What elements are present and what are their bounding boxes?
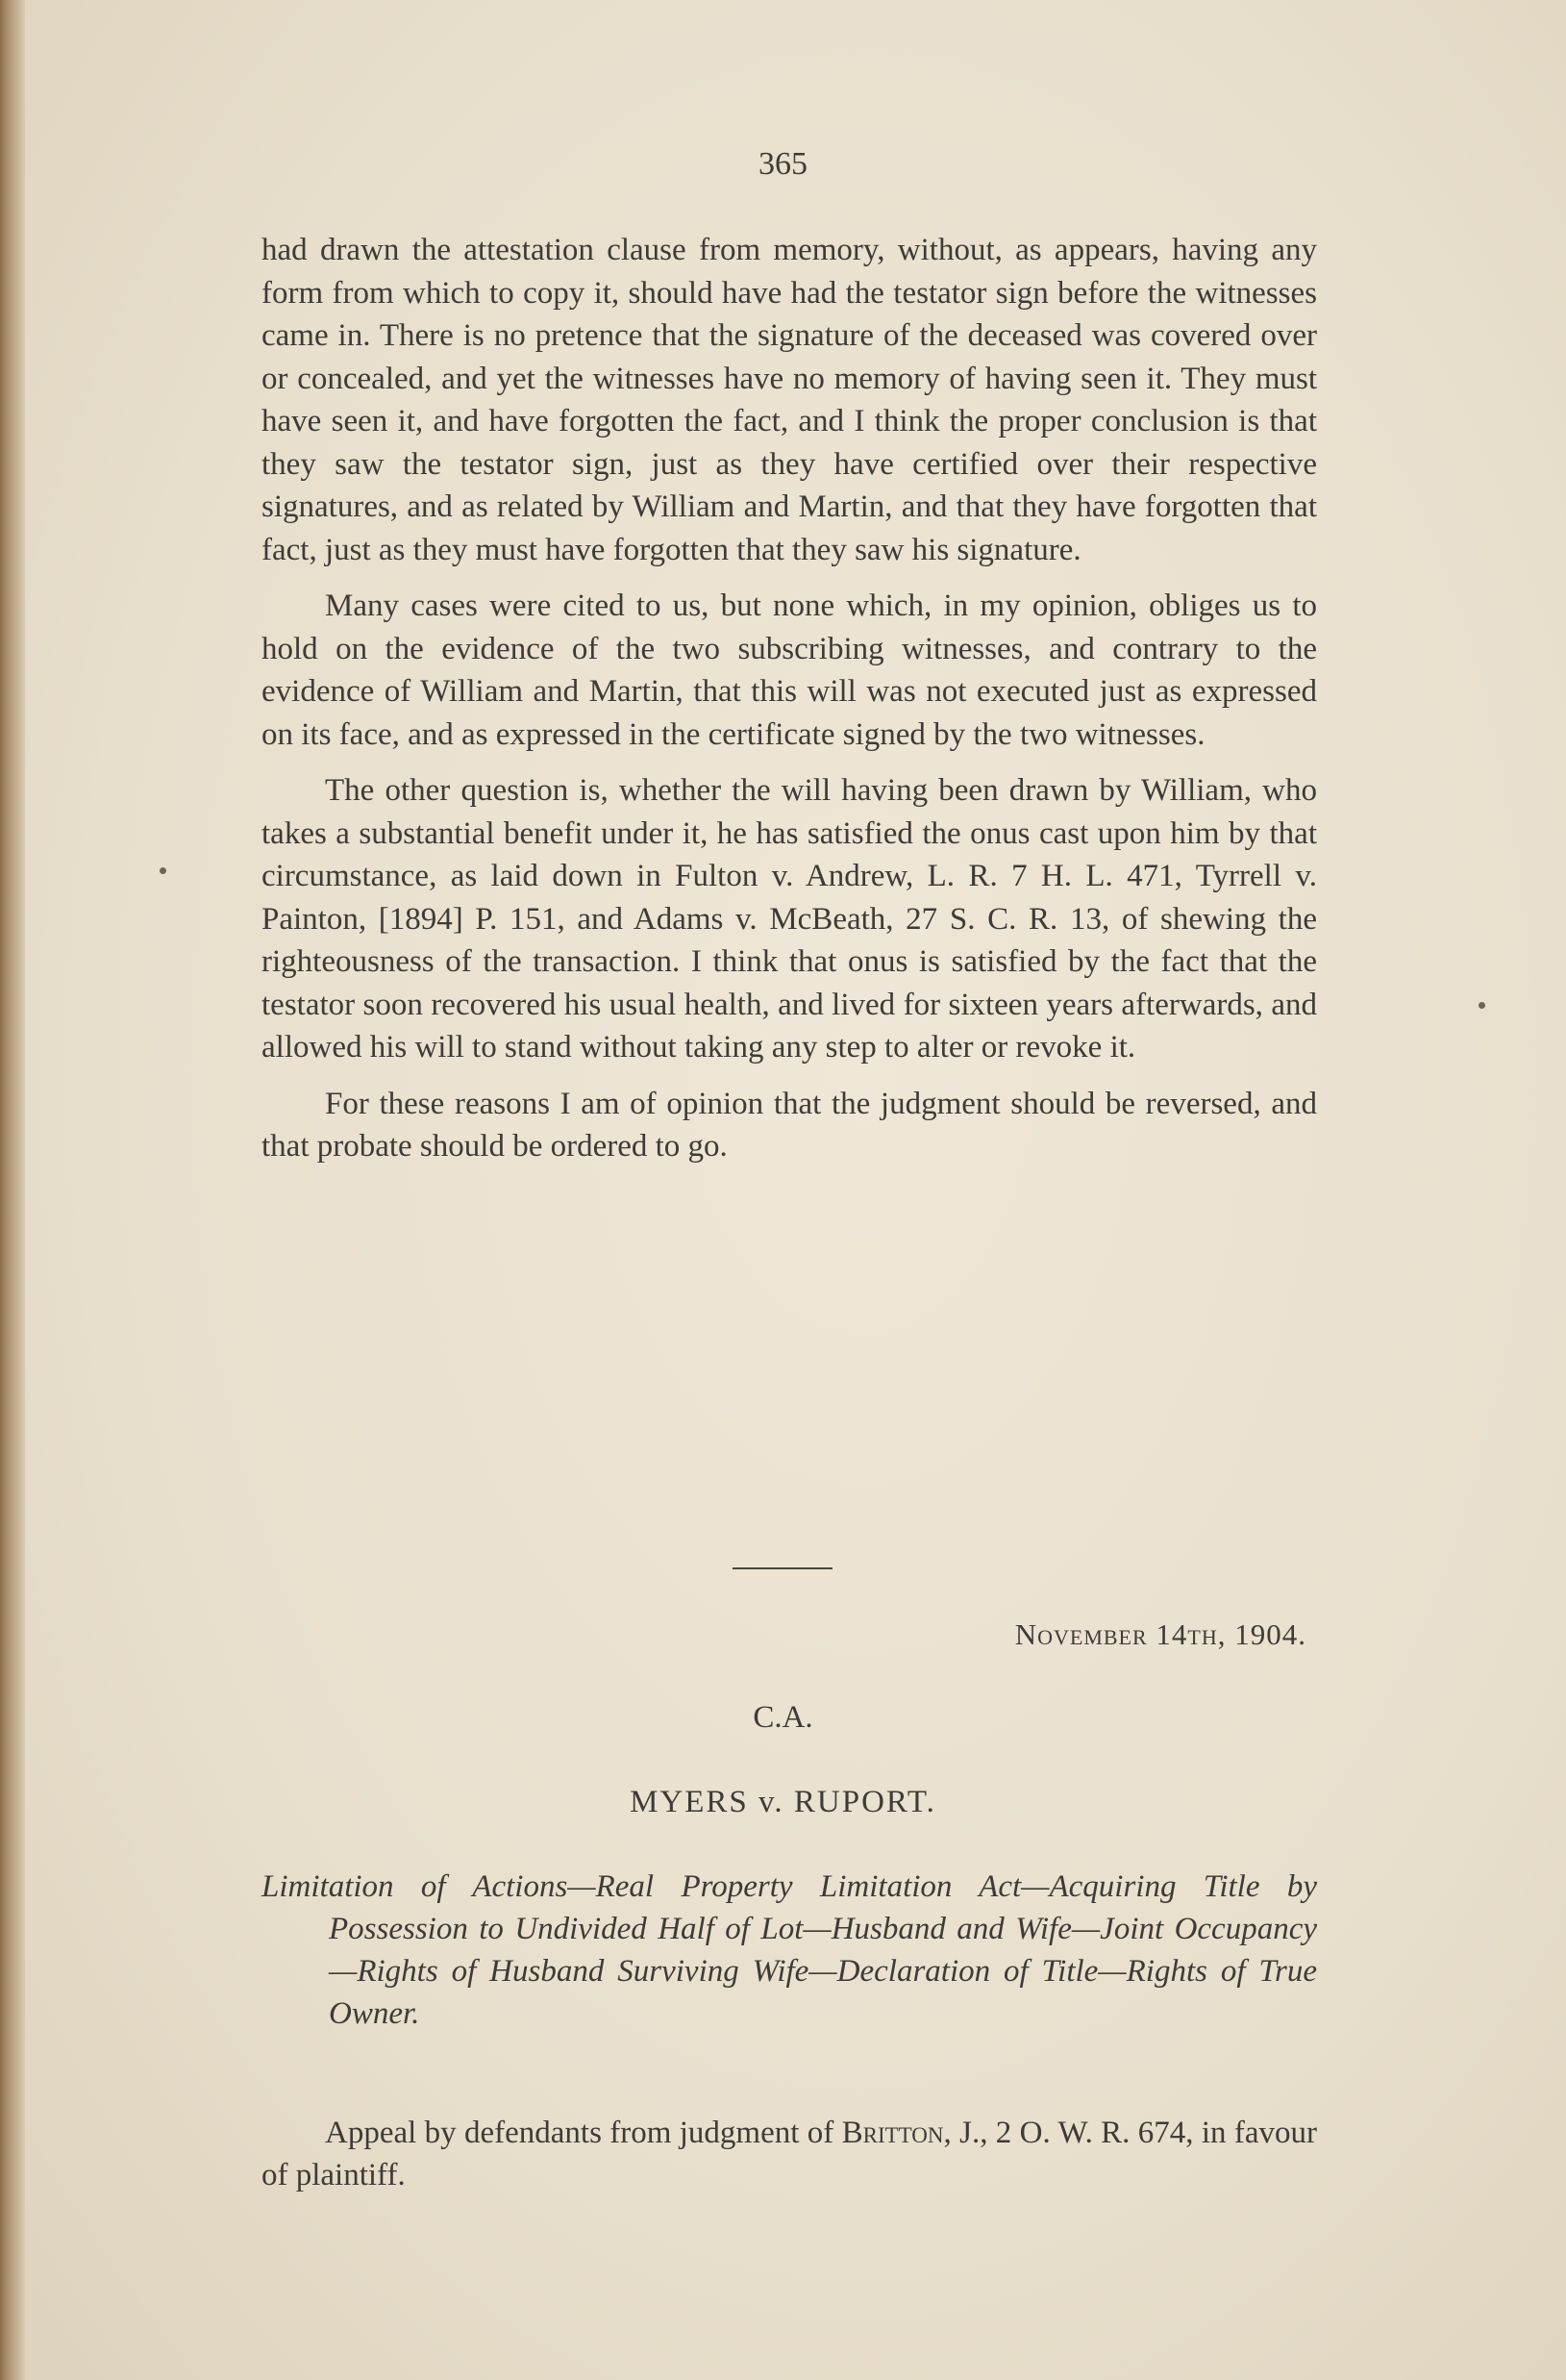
headnote: Limitation of Actions—Real Property Limitation Act—Acquiring Title by Possession to Undivided Half of Lot—Husband and Wife—Joint Occupancy—Rights of Husband Surviving Wife—Declaration of Title—Rights of True Owner. bbox=[261, 1869, 1317, 2031]
decision-date: November 14th, 1904. bbox=[1014, 1617, 1306, 1651]
paper-speck bbox=[1479, 1002, 1485, 1009]
appeal-paragraph bbox=[261, 2112, 1317, 2196]
appeal-text-before: Appeal by defendants from judgment of bbox=[325, 2116, 842, 2150]
paragraph-continuation: had drawn the attestation clause from memory, without, as appears, having any form from which to copy it, should have had the testator sign before the witnesses came in. There is no pretence that the signature of the deceased was covered over or concealed, and yet the witnesses have no memory of having seen it. They must have seen it, and have forgotten the fact, and I think the proper conclusion is that they saw the testator sign, just as they have certified over their respective signatures, and as related by William and Martin, and that they have forgotten that fact, just as they must have forgotten that they saw his signature. bbox=[261, 233, 1317, 567]
section-divider bbox=[733, 1567, 833, 1569]
paragraph-cases-cited: Many cases were cited to us, but none which, in my opinion, obliges us to hold on the evidence of the two subscribing witnesses, and contrary to the evidence of William and Martin, that this will was not executed just as expressed on its face, and as expressed in the certificate signed by the two witnesses. bbox=[261, 589, 1317, 752]
book-spine-edge bbox=[0, 0, 25, 2380]
judge-name: Britton bbox=[841, 2116, 944, 2150]
paper-speck bbox=[160, 867, 166, 874]
paragraph-conclusion: For these reasons I am of opinion that the judgment should be reversed, and that probate should be ordered to go. bbox=[261, 1086, 1317, 1164]
page-number: 365 bbox=[758, 146, 808, 182]
case-title: MYERS v. RUPORT. bbox=[630, 1785, 936, 1819]
court-label: C.A. bbox=[753, 1700, 813, 1735]
appeal-text-after: , J., 2 O. W. R. 674, in favour of plaintiff. bbox=[261, 2116, 1318, 2192]
paragraph-other-question: The other question is, whether the will having been drawn by William, who takes a substantial benefit under it, he has satisfied the onus cast upon him by that circumstance, as laid down in Fulton v. Andrew, L. R. 7 H. L. 471, Tyrrell v. Painton, [1894] P. 151, and Adams v. McBeath, 27 S. C. R. 13, of shewing the righteousness of the transaction. I think that onus is satisfied by the fact that the testator soon recovered his usual health, and lived for sixteen years afterwards, and allowed his will to stand without taking any step to alter or revoke it. bbox=[261, 773, 1317, 1065]
body-text bbox=[261, 229, 1317, 1168]
